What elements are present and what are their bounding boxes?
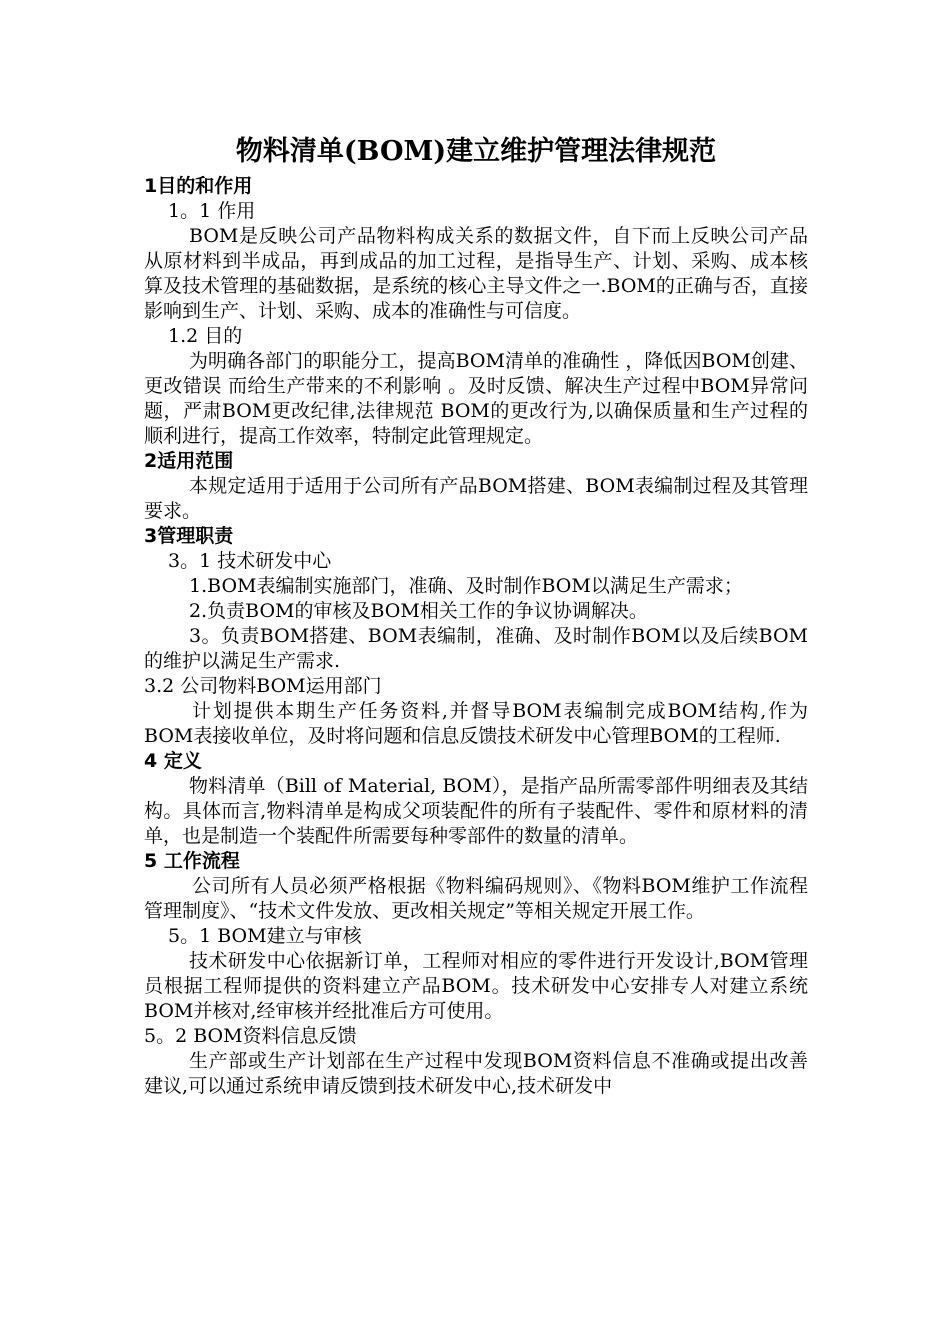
section-5-1-heading: 5。1 BOM建立与审核 (168, 925, 362, 947)
section-2-heading: 2适用范围 (144, 450, 234, 472)
section-5-1-paragraph: 技术研发中心依据新订单，工程师对相应的零件进行开发设计,BOM管理员根据工程师提供的资料建立产品BOM。技术研发中心安排专人对建立系统BOM并核对,经审核并经批准后方可使用。 (144, 950, 808, 1022)
section-3-heading: 3管理职责 (144, 525, 234, 547)
section-3-2-heading: 3.2 公司物料BOM运用部门 (144, 675, 382, 697)
section-1-1-heading: 1。1 作用 (168, 200, 256, 222)
section-5-heading: 5 工作流程 (144, 850, 240, 872)
section-3-2-paragraph: 计划提供本期生产任务资料,并督导BOM表编制完成BOM结构,作为BOM表接收单位，及时将问题和信息反馈技术研发中心管理BOM的工程师. (144, 700, 808, 747)
section-1-2-paragraph: 为明确各部门的职能分工，提高BOM清单的准确性 ，降低因BOM创建、更改错误 而给生产带来的不利影响 。及时反馈、解决生产过程中BOM异常问题，严肃BOM更改纪律,法律规范 BOM的更改行为,以确保质量和生产过程的顺利进行，提高工作效率，特制定此管理规定。 (144, 350, 808, 447)
section-4-paragraph: 物料清单（Bill of Material, BOM），是指产品所需零部件明细表及其结构。具体而言,物料清单是构成父项装配件的所有子装配件、零件和原材料的清单，也是制造一个装配件所需要每种零部件的数量的清单。 (144, 775, 808, 847)
document-title: 物料清单(BOM)建立维护管理法律规范 (235, 136, 717, 167)
section-1-heading: 1目的和作用 (144, 175, 253, 197)
section-1-1-paragraph: BOM是反映公司产品物料构成关系的数据文件，自下而上反映公司产品从原材料到半成品，再到成品的加工过程，是指导生产、计划、采购、成本核算及技术管理的基础数据，是系统的核心主导文件之一.BOM的正确与否，直接影响到生产、计划、采购、成本的准确性与可信度。 (144, 225, 808, 322)
section-5-2-paragraph: 生产部或生产计划部在生产过程中发现BOM资料信息不准确或提出改善建议,可以通过系统申请反馈到技术研发中心,技术研发中 (144, 1050, 808, 1097)
document-body (144, 128, 808, 1099)
section-5-2-heading: 5。2 BOM资料信息反馈 (144, 1025, 357, 1047)
list-item: 3。负责BOM搭建、BOM表编制，准确、及时制作BOM以及后续BOM的维护以满足生产需求. (144, 625, 808, 672)
section-2-paragraph: 本规定适用于适用于公司所有产品BOM搭建、BOM表编制过程及其管理要求。 (144, 475, 808, 522)
section-1-2-heading: 1.2 目的 (168, 325, 243, 347)
section-5-paragraph: 公司所有人员必须严格根据《物料编码规则》、《物料BOM维护工作流程管理制度》、“技术文件发放、更改相关规定”等相关规定开展工作。 (144, 875, 808, 922)
section-3-1-heading: 3。1 技术研发中心 (168, 550, 332, 572)
section-4-heading: 4 定义 (144, 750, 202, 772)
list-item: 2.负责BOM的审核及BOM相关工作的争议协调解决。 (189, 600, 648, 622)
list-item: 1.BOM表编制实施部门，准确、及时制作BOM以满足生产需求； (189, 575, 743, 597)
